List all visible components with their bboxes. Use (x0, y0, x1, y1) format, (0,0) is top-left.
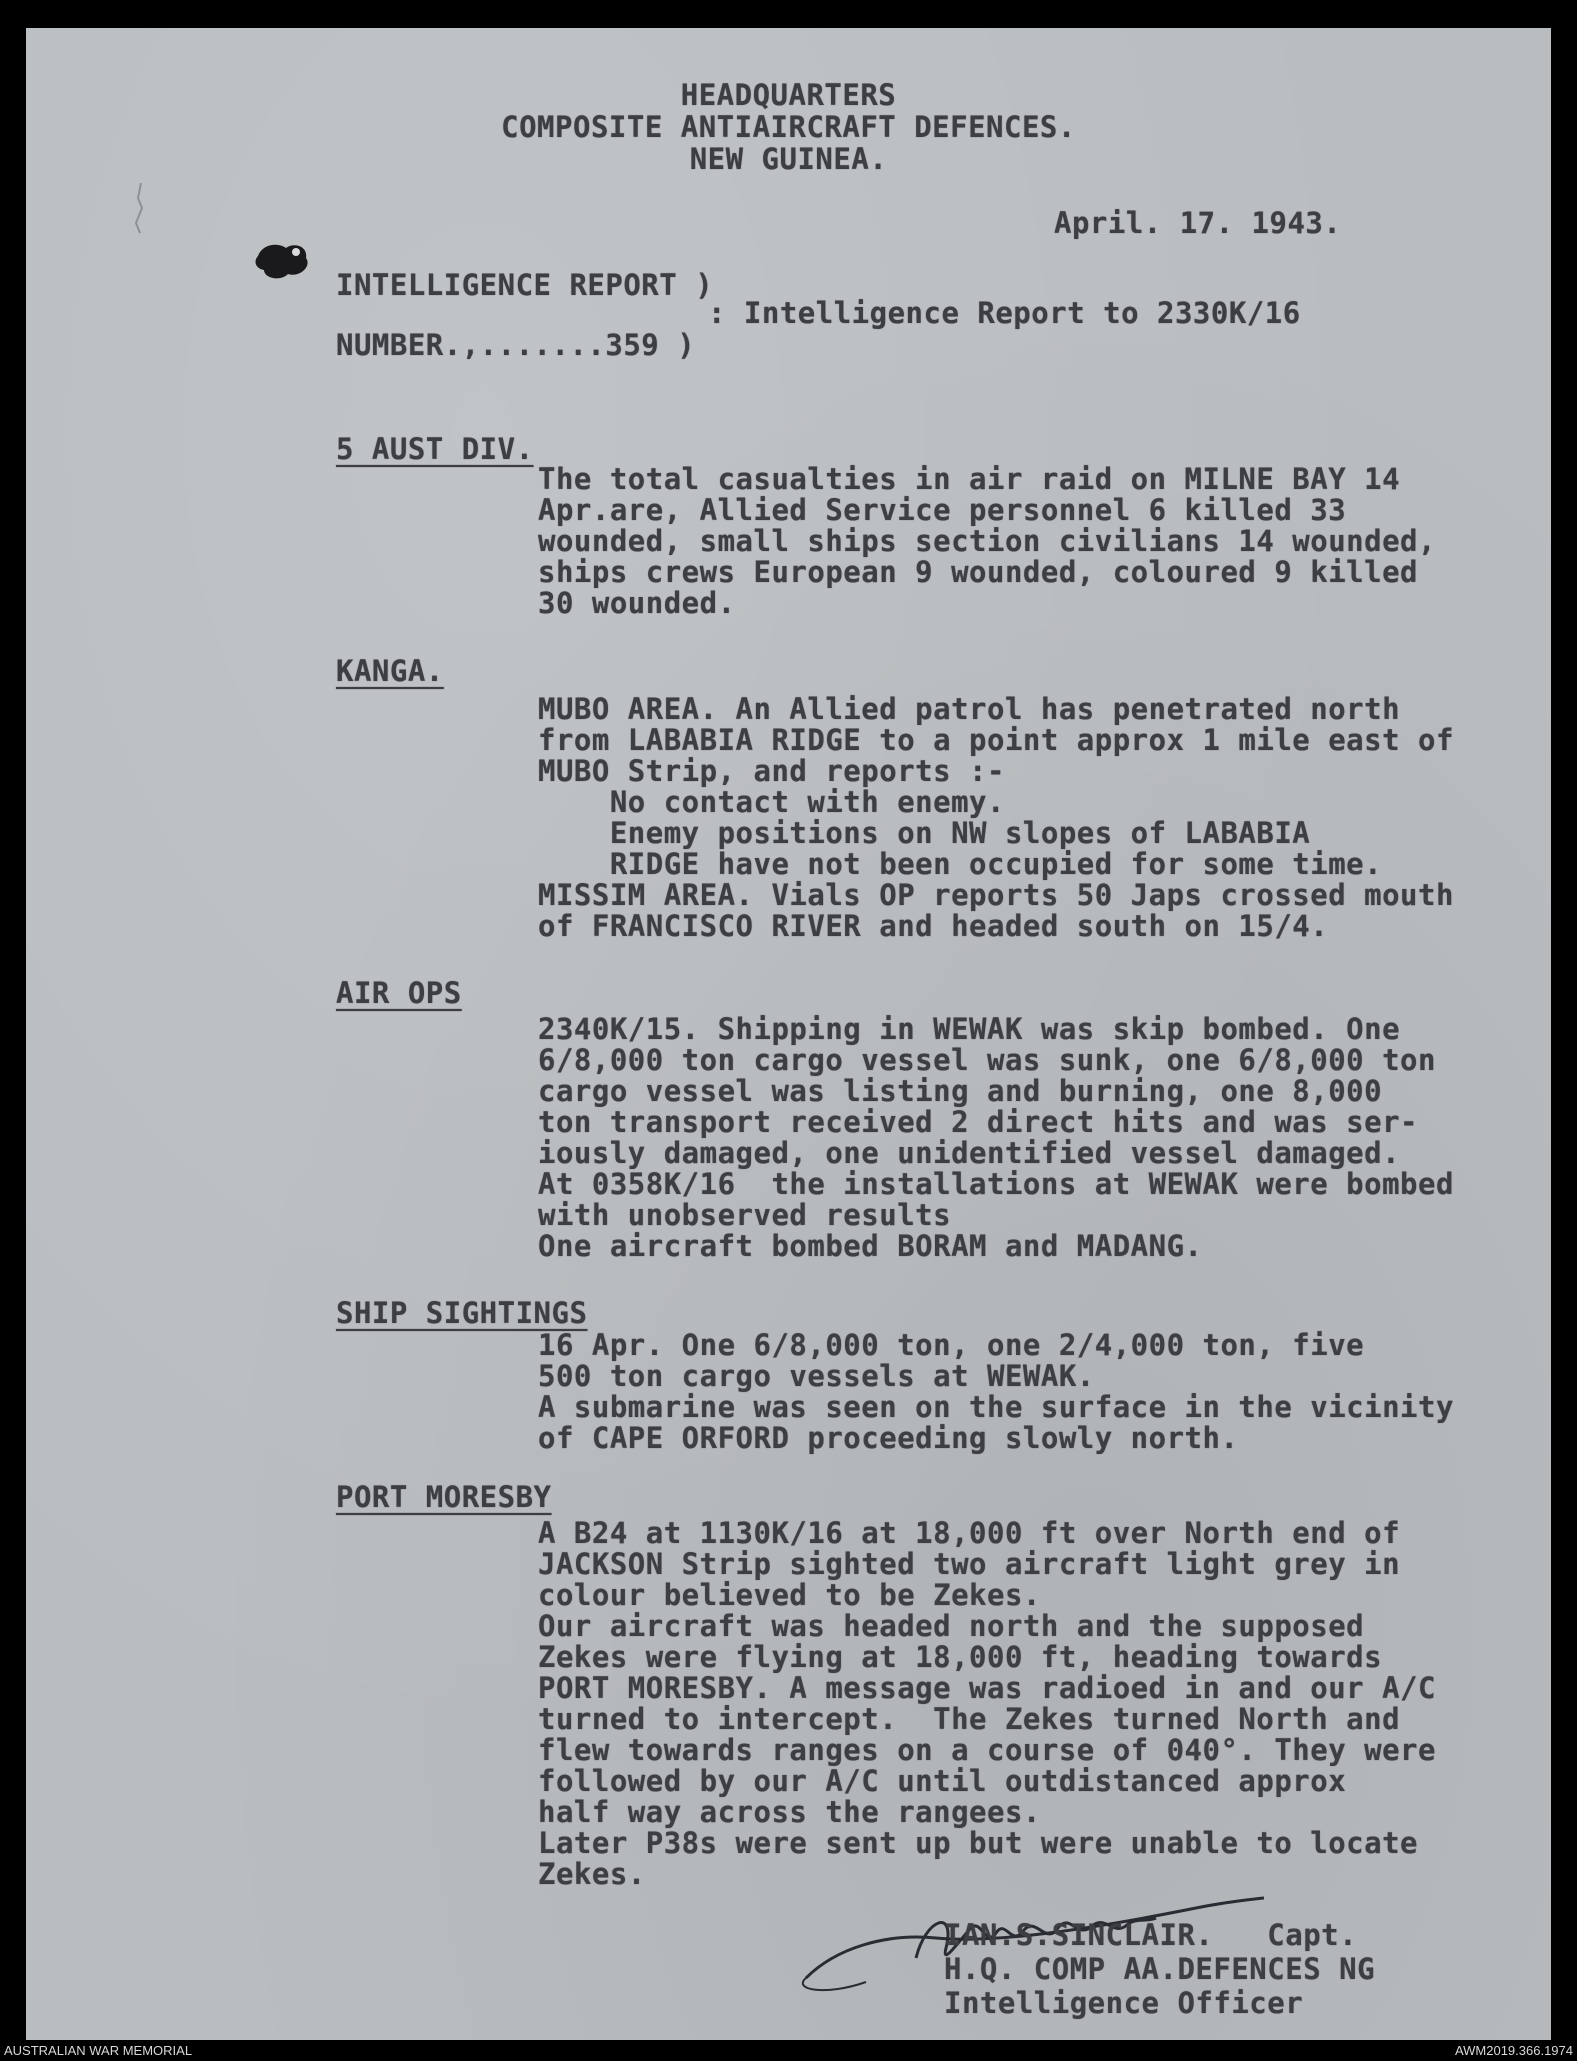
body-line: Zekes were flying at 18,000 ft, heading towards (538, 1640, 1383, 1674)
body-line: 16 Apr. One 6/8,000 ton, one 2/4,000 ton, five (538, 1328, 1365, 1362)
ink-blot-mark (252, 238, 312, 283)
signatory-name: IAN.S.SINCLAIR. Capt. (944, 1918, 1358, 1952)
body-line: Later P38s were sent up but were unable to locate (538, 1826, 1419, 1860)
paper-mark (126, 178, 156, 238)
body-line: MISSIM AREA. Vials OP reports 50 Japs crossed mouth (538, 878, 1454, 912)
body-line: from LABABIA RIDGE to a point approx 1 mile east of (538, 723, 1454, 757)
section-heading-air-ops: AIR OPS (336, 976, 462, 1010)
body-line: PORT MORESBY. A message was radioed in and our A/C (538, 1671, 1436, 1705)
signatory-unit: H.Q. COMP AA.DEFENCES NG (944, 1952, 1376, 1986)
report-subject: : Intelligence Report to 2330K/16 (708, 296, 1301, 330)
body-line: with unobserved results (538, 1198, 952, 1232)
body-line: One aircraft bombed BORAM and MADANG. (538, 1229, 1203, 1263)
body-line: JACKSON Strip sighted two aircraft light grey in (538, 1547, 1401, 1581)
body-line: 6/8,000 ton cargo vessel was sunk, one 6/8,000 ton (538, 1043, 1436, 1077)
body-line: A B24 at 1130K/16 at 18,000 ft over North end of (538, 1516, 1401, 1550)
body-line: half way across the rangees. (538, 1795, 1041, 1829)
archive-accession-number: AWM2019.366.1974 (1454, 2043, 1573, 2058)
section-heading-kanga: KANGA. (336, 654, 444, 688)
body-line: A submarine was seen on the surface in the vicinity (538, 1390, 1454, 1424)
body-line: The total casualties in air raid on MILNE BAY 14 (538, 462, 1401, 496)
section-heading-port-moresby: PORT MORESBY (336, 1480, 552, 1514)
body-line: Our aircraft was headed north and the supposed (538, 1609, 1365, 1643)
body-line: ships crews European 9 wounded, coloured 9 killed (538, 555, 1419, 589)
body-line: of CAPE ORFORD proceeding slowly north. (538, 1421, 1239, 1455)
body-line: 500 ton cargo vessels at WEWAK. (538, 1359, 1095, 1393)
body-line: Apr.are, Allied Service personnel 6 killed 33 (538, 493, 1347, 527)
archive-credit: AUSTRALIAN WAR MEMORIAL (4, 2043, 193, 2058)
body-line: At 0358K/16 the installations at WEWAK were bombed (538, 1167, 1454, 1201)
body-line: wounded, small ships section civilians 14 wounded, (538, 524, 1436, 558)
header-line-2: COMPOSITE ANTIAIRCRAFT DEFENCES. (501, 110, 1076, 144)
body-line: 30 wounded. (538, 586, 736, 620)
body-line: No contact with enemy. (538, 785, 1005, 819)
section-heading-aust-div: 5 AUST DIV. (336, 432, 534, 466)
section-heading-ship-sightings: SHIP SIGHTINGS (336, 1296, 588, 1330)
body-line: colour believed to be Zekes. (538, 1578, 1041, 1612)
body-line: turned to intercept. The Zekes turned North and (538, 1702, 1401, 1736)
body-line: flew towards ranges on a course of 040°. They were (538, 1733, 1436, 1767)
body-line: of FRANCISCO RIVER and headed south on 15/4. (538, 909, 1329, 943)
body-line: MUBO Strip, and reports :- (538, 754, 1005, 788)
header-line-3: NEW GUINEA. (689, 142, 888, 176)
report-label-line-1: INTELLIGENCE REPORT ) (336, 268, 714, 302)
body-line: cargo vessel was listing and burning, one 8,000 (538, 1074, 1383, 1108)
body-line: ton transport received 2 direct hits and was ser- (538, 1105, 1419, 1139)
body-line: MUBO AREA. An Allied patrol has penetrated north (538, 692, 1401, 726)
body-line: 2340K/15. Shipping in WEWAK was skip bombed. One (538, 1012, 1401, 1046)
body-line: iously damaged, one unidentified vessel damaged. (538, 1136, 1401, 1170)
body-line: RIDGE have not been occupied for some time. (538, 847, 1383, 881)
body-line: Zekes. (538, 1857, 646, 1891)
signatory-title: Intelligence Officer (944, 1986, 1304, 2020)
header-line-1: HEADQUARTERS (680, 78, 897, 112)
body-line: followed by our A/C until outdistanced approx (538, 1764, 1347, 1798)
body-line: Enemy positions on NW slopes of LABABIA (538, 816, 1311, 850)
report-date: April. 17. 1943. (1054, 206, 1342, 240)
document-page (26, 28, 1551, 2040)
report-number: NUMBER.,.......359 ) (336, 328, 696, 362)
